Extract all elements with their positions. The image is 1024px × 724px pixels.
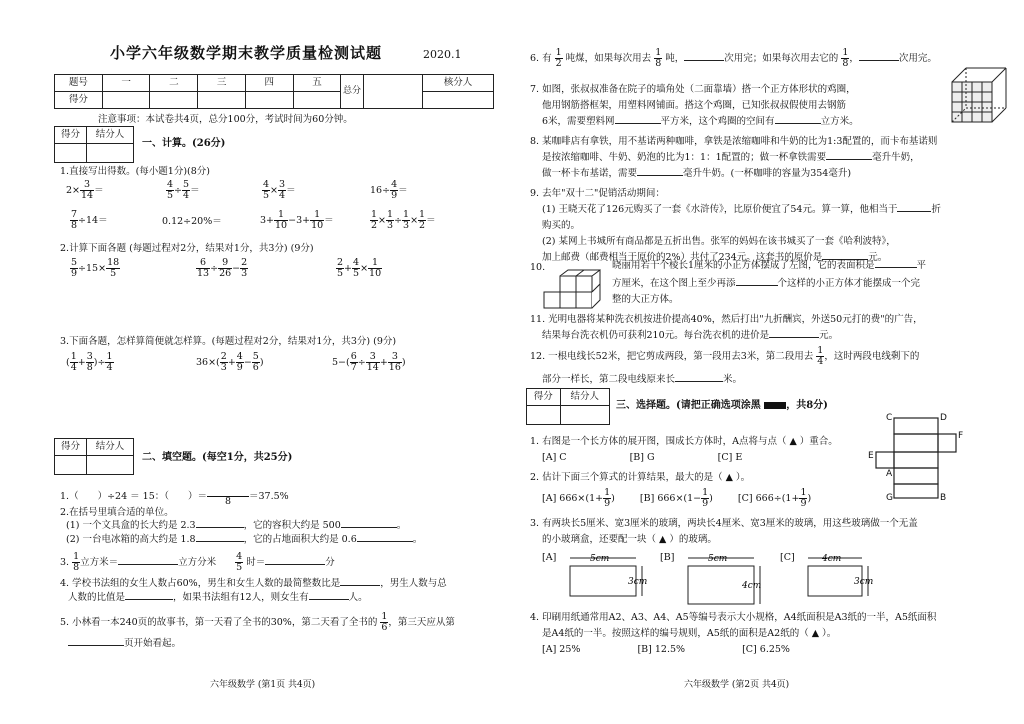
score-table-cell: [198, 92, 246, 109]
score-box-3: [526, 388, 610, 425]
section-3-title: [616, 400, 828, 413]
choice-1: 1. 右图是一个长方体的展开图，围成长方体时，A点将与点（ ▲ ）重合。: [530, 436, 838, 447]
fill-8c-text: 做一杯卡布基诺，需要: [542, 168, 638, 179]
answer-blank[interactable]: [775, 123, 821, 124]
net-label: D: [940, 413, 947, 423]
option-a[interactable]: [A] 666×(1+ $\frac{1}{9}$ ): [542, 487, 615, 509]
fill-2a-tail: ，它的容积大约是 500: [243, 520, 341, 531]
score-table-reviewer: 核分人: [422, 75, 493, 92]
score-table-cell: 一: [102, 75, 150, 92]
option-c[interactable]: [C] E: [717, 452, 743, 463]
option-b[interactable]: [B] 666×(1− $\frac{1}{9}$ ): [639, 487, 713, 509]
fill-2a-text: (1) 一个文具盒的长大约是 2.3: [66, 520, 196, 531]
fill-8c: [542, 168, 851, 180]
fill-4a-text: 4. 学校书法组的女生人数占60%，男生和女生人数的最简整数比是: [60, 578, 341, 589]
fill-1-text: 1.（ ）÷24 ＝ 15：（ ）＝: [60, 490, 207, 502]
fill-5b: [68, 638, 181, 650]
section-3-title-text: 三、选择题。(请把正确选项涂黑: [616, 400, 761, 411]
answer-blank[interactable]: [68, 645, 124, 646]
choice-2-options: [542, 488, 811, 509]
answer-blank[interactable]: [736, 285, 778, 286]
score-box-label: 得分: [55, 127, 87, 144]
blacken-mark-icon: [764, 402, 786, 409]
net-label: F: [958, 431, 964, 441]
question-1-3: 3.下面各题，怎样算简便就怎样算。(每题过程对2分，结果对1分，共3分) (9分): [60, 336, 397, 347]
fill-9a-tail: 折: [931, 204, 941, 215]
score-box-cell: [527, 406, 561, 425]
fill-10b-tail: 个这样的小正方体才能摆成一个完: [777, 278, 921, 289]
option-c[interactable]: [C]: [780, 552, 795, 563]
choice-4b: 是A4纸的一半。按照这样的编号规则，A5纸的面积是A2纸的（ ▲ ）。: [542, 628, 837, 639]
score-table-cell: [102, 92, 150, 109]
answer-blank[interactable]: [675, 381, 723, 382]
answer-blank[interactable]: [196, 527, 244, 528]
fill-2a: (1) 一个文具盒的长大约是 2.3 ，它的容积大约是 500 。: [66, 520, 407, 531]
fill-4a-tail: ，男生人数与总: [380, 578, 447, 589]
fill-9c-text: 加上邮费（邮费相当于原价的2%）共付了234元。这套书的原价是: [542, 252, 823, 263]
choice-4a: 4. 印刷用纸通常用A2、A3、A4、A5等编号表示大小规格，A4纸面积是A3纸的一半，A5纸面积: [530, 612, 937, 623]
fill-5a: 5. 小林看一本240页的故事书，第一天看了全书的30%，第二天看了全书的 $\frac{1}{6}$ ，第三天应从第: [60, 611, 455, 633]
score-box-cell: [55, 456, 87, 475]
section-3-title-tail: ，共8分): [786, 400, 828, 411]
question-1-2: 2.计算下面各题 (每题过程对2分，结果对1分，共3分) (9分): [60, 243, 314, 254]
fill-7c-mid: 平方米，这个鸡圈的空间有: [660, 116, 775, 127]
fill-10a-text: 晓丽用若干个棱长1厘米的小正方体摆成了左图，它的表面积是: [612, 260, 875, 271]
score-box-2: [54, 438, 134, 475]
score-box-label: 得分: [527, 389, 561, 406]
section-2-title: 二、填空题。(每空1分，共25分): [142, 452, 293, 463]
fill-4a: [60, 578, 447, 590]
score-table-cell: [245, 92, 293, 109]
score-table-cell: 四: [245, 75, 293, 92]
glass-option-a-figure: [568, 550, 652, 598]
fill-12b-text: 部分一样长，第二段电线原来长: [542, 374, 676, 385]
fill-6: 6. 有 $\frac{1}{2}$ 吨煤，如果每次用去 $\frac{1}{8}$ 吨， 次用完；如果每次用去它的 $\frac{1}{8}$ ， 次用完。: [530, 47, 937, 69]
dim-label: 4cm: [822, 554, 842, 564]
score-table-cell: [293, 92, 341, 109]
page-footer: 六年级数学 (第1页 共4页): [210, 680, 316, 690]
question-1-1: 1.直接写出得数。(每小题1分)(8分): [60, 166, 210, 177]
answer-blank[interactable]: [826, 159, 872, 160]
fill-11a: 11. 光明电器将某种洗衣机按进价提高40%，然后打出"九折酬宾，外送50元打的费"的广告，: [530, 314, 923, 325]
fill-9a-text: (1) 王晓天花了126元购买了一套《水浒传》，比原价便宜了54元。算一算，他相当于: [542, 204, 898, 215]
score-box-cell: [55, 144, 87, 163]
fill-2b: (2) 一台电冰箱的高大约是 1.8 ，它的占地面积大约是 0.6 。: [66, 534, 423, 545]
fill-4b-unit: 人。: [348, 592, 368, 603]
fill-2b-tail: ，它的占地面积大约是 0.6: [243, 534, 357, 545]
right-page: [512, 0, 1024, 724]
fill-7a: 7. 如图，张叔叔准备在院子的墙角处（二面靠墙）搭一个正方体形状的鸡圈，: [530, 84, 856, 95]
fill-1-denominator: 8: [224, 495, 232, 507]
fill-7c-text: 6米，需要塑料网: [542, 116, 615, 127]
fill-8a: 8. 某咖啡店有拿铁，用不基诺两种咖啡，拿铁是浓缩咖啡和牛奶的比为1:3配置的，而卡布基诺则: [530, 136, 938, 147]
choice-4-options: [542, 644, 790, 656]
choice-3a: 3. 有两块长5厘米、宽3厘米的玻璃，两块长4厘米、宽3厘米的玻璃，用这些玻璃做一个无盖: [530, 518, 918, 529]
answer-blank[interactable]: [340, 585, 380, 586]
option-a[interactable]: [A] 25%: [542, 644, 581, 655]
score-box-1: [54, 126, 134, 163]
answer-blank[interactable]: [897, 211, 931, 212]
calc-2-2: $\frac{6}{13}$ ÷ $\frac{9}{26}$ − $\frac{2}{3}$: [197, 257, 248, 279]
fill-10b: [612, 278, 920, 290]
net-label: G: [886, 493, 893, 503]
answer-blank[interactable]: [196, 541, 244, 542]
exam-year: 2020.1: [423, 48, 462, 61]
option-a[interactable]: [A]: [542, 552, 557, 563]
glass-option-b-figure: [686, 550, 770, 606]
mental-math-7: 3+ $\frac{1}{10}$ −3+ $\frac{1}{10}$ ＝: [260, 209, 334, 231]
score-table-cell: [150, 92, 198, 109]
fill-11b-text: 结果每台洗衣机仍可获利210元。每台洗衣机的进价是: [542, 330, 770, 341]
fill-8b-tail: 毫升牛奶，: [872, 152, 920, 163]
section-1-title: 一、计算。(26分): [142, 138, 226, 149]
score-box-label: 结分人: [560, 389, 609, 406]
answer-blank[interactable]: [684, 60, 724, 61]
calc-2-1: $\frac{5}{9}$ ÷15× $\frac{18}{5}$: [71, 257, 120, 279]
dim-label: 3cm: [854, 577, 874, 587]
choice-2: 2. 估计下面三个算式的计算结果，最大的是（ ▲ ）。: [530, 472, 751, 483]
fill-9c-tail: 元。: [868, 252, 888, 263]
fill-3: 3. $\frac{1}{8}$ 立方米＝ 立方分米 $\frac{4}{5}$ 时＝ 分: [60, 551, 335, 573]
fill-4b: [68, 592, 368, 604]
choice-1-options: [542, 452, 742, 464]
score-box-label: 结分人: [86, 439, 133, 456]
fill-10b-text: 方厘米，在这个图上至少再添: [612, 278, 736, 289]
score-table-total-value: [363, 75, 422, 109]
notice: 注意事项：本试卷共4页，总分100分，考试时间为60分钟。: [98, 114, 353, 125]
option-b[interactable]: [B] G: [629, 452, 655, 463]
mental-math-3: $\frac{4}{5}$ × $\frac{3}{4}$ ＝: [263, 179, 296, 201]
answer-blank[interactable]: [615, 123, 661, 124]
option-b[interactable]: [B]: [660, 552, 675, 563]
option-b[interactable]: [B] 12.5%: [637, 644, 686, 655]
fill-11b-tail: 元。: [819, 330, 839, 341]
fill-2: 2.在括号里填合适的单位。: [60, 507, 174, 518]
fill-7c: [542, 116, 859, 128]
fill-10-number: 10.: [530, 262, 546, 273]
answer-blank[interactable]: [875, 267, 917, 268]
fill-10a: [612, 260, 926, 272]
page-title: 小学六年级数学期末教学质量检测试题: [110, 44, 383, 62]
score-box-label: 结分人: [86, 127, 133, 144]
answer-blank[interactable]: [125, 599, 173, 600]
score-table-cell: [422, 92, 493, 109]
fill-10a-tail: 平: [916, 260, 927, 271]
score-table-cell: 二: [150, 75, 198, 92]
fill-8c-tail: 毫升牛奶。(一杯咖啡的容量为354毫升): [683, 168, 852, 179]
mental-math-4: 16÷ $\frac{4}{9}$ ＝: [370, 179, 408, 201]
net-label: C: [886, 413, 893, 423]
calc-3-2: 36×( $\frac{2}{3}$ + $\frac{4}{9}$ − $\frac{5}{6}$ ): [196, 351, 264, 373]
fill-12a: 12. 一根电线长52米，把它剪成两段，第一段用去3米，第二段用去 $\frac{1}{4}$ ，这时两段电线剩下的: [530, 345, 920, 367]
calc-3-1: ( $\frac{1}{4}$ + $\frac{3}{8}$ )÷ $\frac{1}{4}$: [66, 351, 113, 373]
score-box-label: 得分: [55, 439, 87, 456]
chicken-coop-figure: [948, 64, 1012, 128]
score-table-total-label: 总分: [341, 75, 363, 109]
score-box-cell: [86, 456, 133, 475]
mental-math-8: $\frac{1}{2}$ × $\frac{1}{3}$ ÷ $\frac{1}{3}$ × $\frac{1}{2}$ ＝: [371, 209, 436, 231]
fill-11b: [542, 330, 838, 342]
fill-4b-text: 人数的比值是: [68, 592, 126, 603]
fill-4b-tail: ，如果书法组有12人，则女生有: [173, 592, 309, 603]
calc-2-3: $\frac{2}{5}$ + $\frac{4}{5}$ × $\frac{1}{10}$: [337, 257, 382, 279]
fill-7b: 他用钢筋搭框架，用塑料网铺面。搭这个鸡圈，已知张叔叔假使用去钢筋: [542, 100, 847, 111]
page-footer: 六年级数学 (第2页 共4页): [684, 680, 790, 690]
score-table-cell: 题号: [55, 75, 103, 92]
cuboid-net-figure: [868, 410, 978, 504]
option-c[interactable]: [C] 6.25%: [742, 644, 790, 655]
fill-8b: [542, 152, 920, 164]
fill-5b-text: 页开始看起。: [124, 638, 182, 649]
option-c[interactable]: [C] 666÷(1+ $\frac{1}{9}$ ): [737, 487, 812, 509]
net-label: A: [886, 469, 893, 479]
fill-2b-text: (2) 一台电冰箱的高大约是 1.8: [66, 534, 196, 545]
glass-option-c-figure: [806, 550, 890, 598]
score-table-cell: 得分: [55, 92, 103, 109]
fill-9b0: 购买的。: [542, 220, 581, 231]
mental-math-2: $\frac{4}{5}$ ÷ $\frac{5}{4}$ ＝: [167, 179, 200, 201]
score-table-cell: 五: [293, 75, 341, 92]
answer-blank[interactable]: [357, 541, 413, 542]
option-a[interactable]: [A] C: [542, 452, 567, 463]
score-table-cell: 三: [198, 75, 246, 92]
score-table: [54, 74, 494, 109]
dim-label: 5cm: [590, 554, 610, 564]
dim-label: 5cm: [708, 554, 728, 564]
fill-1-tail: ＝37.5%: [249, 490, 289, 502]
answer-blank[interactable]: [341, 527, 397, 528]
mental-math-5: $\frac{7}{8}$ ÷14＝: [71, 209, 108, 231]
answer-blank[interactable]: [265, 564, 325, 565]
fill-1: [60, 486, 289, 507]
answer-blank[interactable]: [769, 337, 819, 338]
calc-3-3: 5−( $\frac{6}{7}$ ÷ $\frac{3}{14}$ + $\frac{3}{16}$ ): [332, 351, 406, 373]
fill-9b: (2) 某网上书城所有商品都是五折出售。张军的妈妈在该书城买了一套《哈利波特》，: [542, 236, 896, 247]
cube-stack-figure: [542, 268, 608, 312]
fill-8b-text: 是按浓缩咖啡、牛奶、奶泡的比为1：1：1配置的；做一杯拿铁需要: [542, 152, 827, 163]
mental-math-1: 2× $\frac{3}{14}$ ＝: [66, 179, 104, 201]
fill-9: 9. 去年"双十二"促销活动期间：: [530, 188, 665, 199]
fill-10c: 整的大正方体。: [612, 294, 679, 305]
score-box-cell: [560, 406, 609, 425]
net-label: E: [868, 451, 874, 461]
fill-7c-tail: 立方米。: [820, 116, 859, 127]
answer-blank[interactable]: [637, 175, 683, 176]
score-box-cell: [86, 144, 133, 163]
dim-label: 4cm: [742, 581, 762, 591]
fill-12b-tail: 米。: [723, 374, 743, 385]
answer-blank[interactable]: [309, 599, 349, 600]
fill-9a: [542, 204, 941, 216]
mental-math-6: 0.12÷20%＝: [162, 216, 222, 227]
answer-blank[interactable]: [859, 60, 899, 61]
fill-12b: [542, 374, 742, 386]
dim-label: 3cm: [628, 577, 648, 587]
net-label: B: [940, 493, 947, 503]
choice-3b: 的小玻璃盒，还要配一块（ ▲ ）的玻璃。: [542, 534, 717, 545]
answer-blank[interactable]: [118, 564, 178, 565]
